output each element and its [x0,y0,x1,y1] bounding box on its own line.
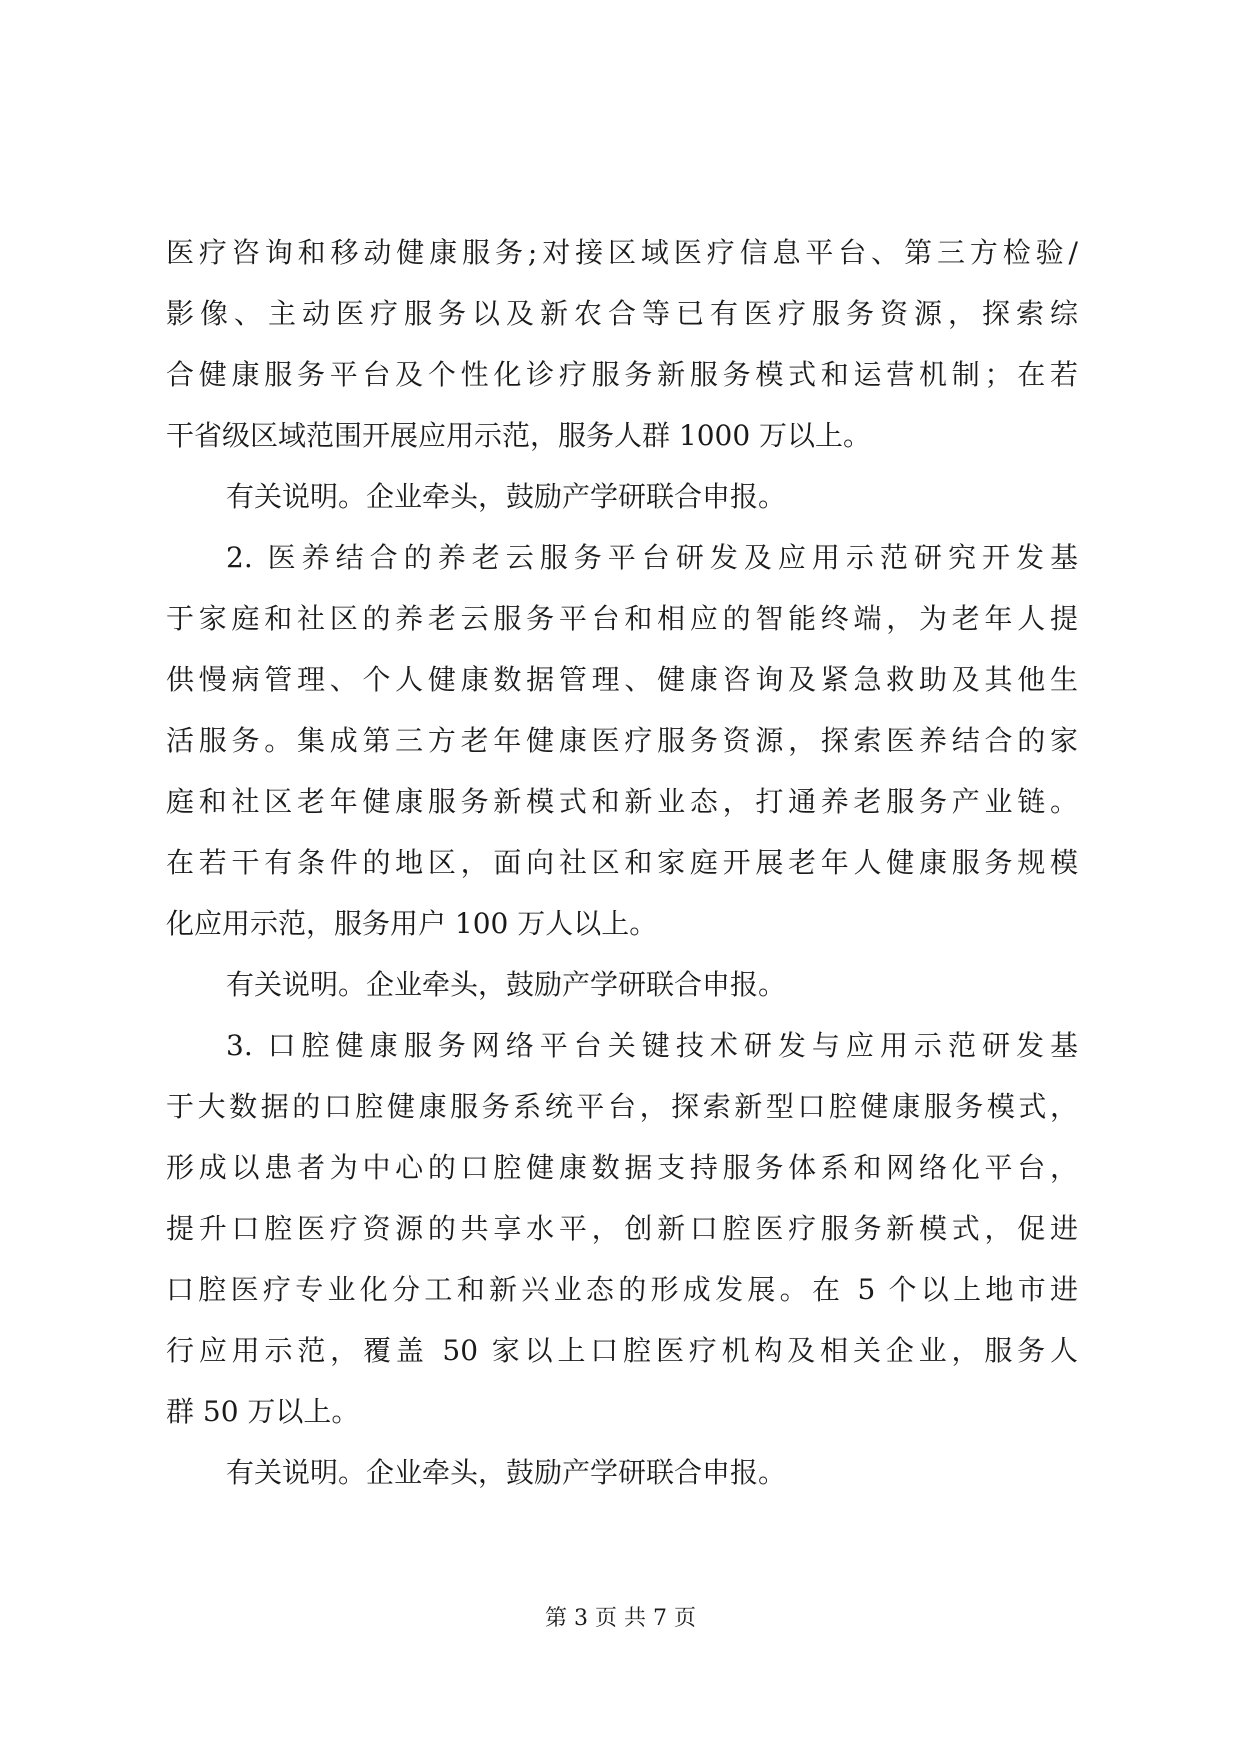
text-line: 2. 医养结合的养老云服务平台研发及应用示范研究开发基 [226,541,1078,574]
text-line: 干省级区域范围开展应用示范，服务人群 1000 万以上。 [166,419,872,452]
text-line: 庭和社区老年健康服务新模式和新业态，打通养老服务产业链。 [166,785,1078,818]
text-line: 提升口腔医疗资源的共享水平，创新口腔医疗服务新模式，促进 [166,1212,1078,1245]
text-line: 活服务。集成第三方老年健康医疗服务资源，探索医养结合的家 [166,724,1078,757]
text-line: 供慢病管理、个人健康数据管理、健康咨询及紧急救助及其他生 [166,663,1078,696]
text-line: 医疗咨询和移动健康服务;对接区域医疗信息平台、第三方检验/ [166,236,1078,269]
text-line: 影像、主动医疗服务以及新农合等已有医疗服务资源，探索综 [166,297,1078,330]
text-line: 于家庭和社区的养老云服务平台和相应的智能终端，为老年人提 [166,602,1078,635]
text-line: 有关说明。企业牵头，鼓励产学研联合申报。 [226,480,787,513]
text-line: 口腔医疗专业化分工和新兴业态的形成发展。在 5 个以上地市进 [166,1273,1078,1306]
text-line: 在若干有条件的地区，面向社区和家庭开展老年人健康服务规模 [166,846,1078,879]
document-body [166,222,1078,1503]
text-line: 3. 口腔健康服务网络平台关键技术研发与应用示范研发基 [226,1029,1078,1062]
page-number-footer: 第 3 页 共 7 页 [545,1606,696,1631]
text-line: 有关说明。企业牵头，鼓励产学研联合申报。 [226,1456,787,1489]
text-line: 化应用示范，服务用户 100 万人以上。 [166,907,658,940]
text-line: 行应用示范，覆盖 50 家以上口腔医疗机构及相关企业，服务人 [166,1334,1078,1367]
text-line: 群 50 万以上。 [166,1395,360,1428]
text-line: 于大数据的口腔健康服务系统平台，探索新型口腔健康服务模式， [166,1090,1078,1123]
text-line: 合健康服务平台及个性化诊疗服务新服务模式和运营机制；在若 [166,358,1078,391]
text-line: 形成以患者为中心的口腔健康数据支持服务体系和网络化平台， [166,1151,1078,1184]
text-line: 有关说明。企业牵头，鼓励产学研联合申报。 [226,968,787,1001]
